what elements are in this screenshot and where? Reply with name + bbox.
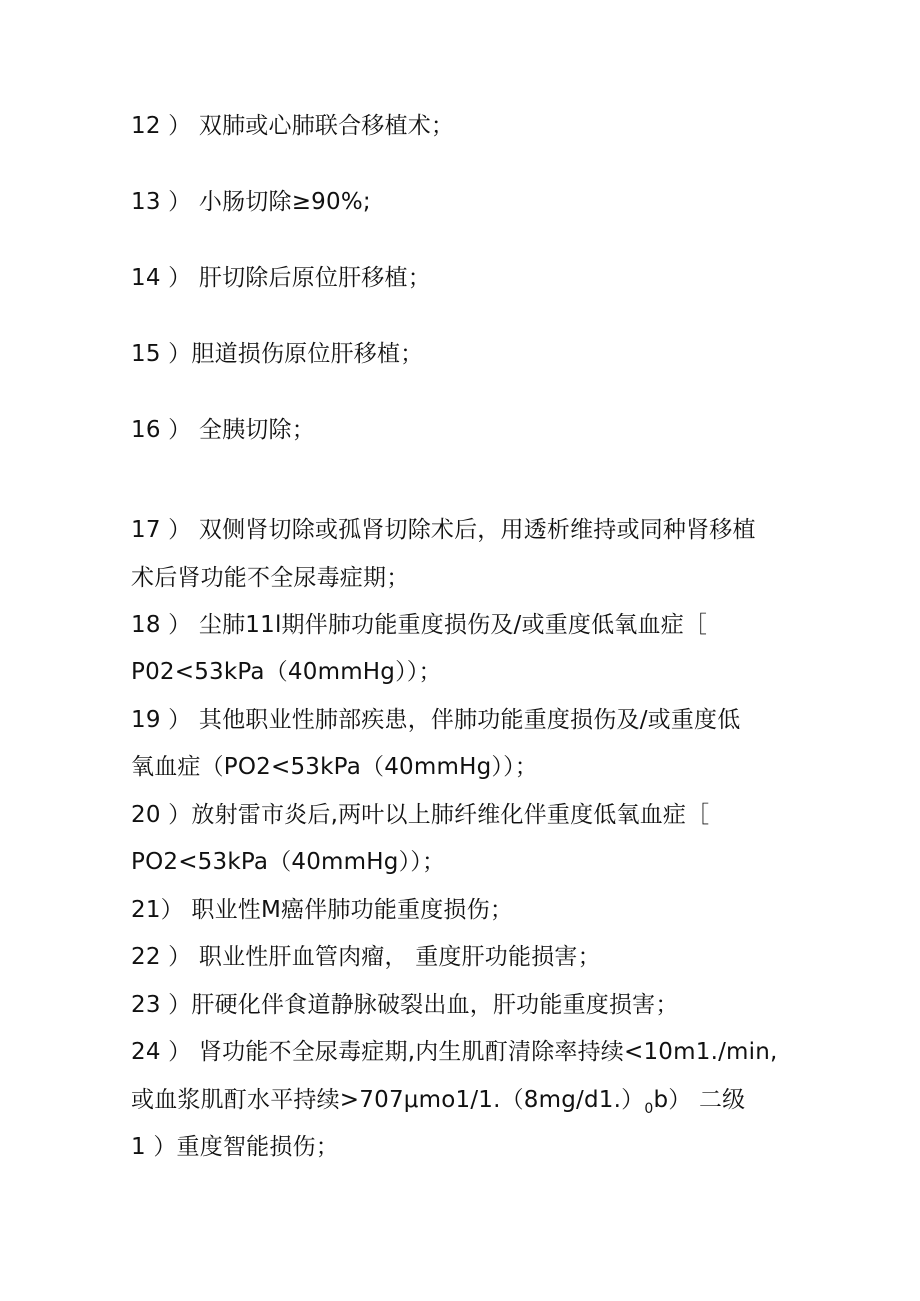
text-line: 22 ） 职业性肝血管肉瘤， 重度肝功能损害； (131, 944, 601, 970)
text-line: PO2<53kPa（40mmHg））； (131, 849, 446, 875)
subscript-text: 0 (644, 1101, 654, 1117)
text-line: 氧血症（PO2<53kPa（40mmHg））； (131, 754, 538, 780)
text-segment: 或血浆肌酊水平持续>707μmo1/1.（8mg/d1.） (131, 1087, 645, 1113)
text-line: 24 ） 肾功能不全尿毒症期,内生肌酊清除率持续<10m1./min, (131, 1039, 778, 1065)
text-line: 15 ）胆道损伤原位肝移植； (131, 341, 424, 367)
text-line: 13 ） 小肠切除≥90%; (131, 189, 371, 215)
text-line: 14 ） 肝切除后原位肝移植； (131, 265, 431, 291)
text-line: 23 ）肝硬化伴食道静脉破裂出血，肝功能重度损害； (131, 992, 679, 1018)
text-line: P02<53kPa（40mmHg））； (131, 659, 442, 685)
text-line: 19 ） 其他职业性肺部疾患，伴肺功能重度损伤及/或重度低 (131, 707, 741, 733)
text-line: 术后肾功能不全尿毒症期； (131, 565, 410, 591)
text-line: 16 ） 全胰切除； (131, 417, 315, 443)
text-line: 1 ）重度智能损伤； (131, 1134, 339, 1160)
text-line: 21） 职业性M癌伴肺功能重度损伤； (131, 897, 514, 923)
text-line: 17 ） 双侧肾切除或孤肾切除术后，用透析维持或同种肾移植 (131, 517, 756, 543)
text-line: 20 ）放射雷市炎后,两叶以上肺纤维化伴重度低氧血症［ (131, 802, 710, 828)
text-line (131, 1085, 745, 1124)
text-line: 18 ） 尘肺11l期伴肺功能重度损伤及/或重度低氧血症［ (131, 612, 708, 638)
text-line: 12 ） 双肺或心肺联合移植术； (131, 113, 455, 139)
text-segment: b） 二级 (653, 1087, 746, 1113)
